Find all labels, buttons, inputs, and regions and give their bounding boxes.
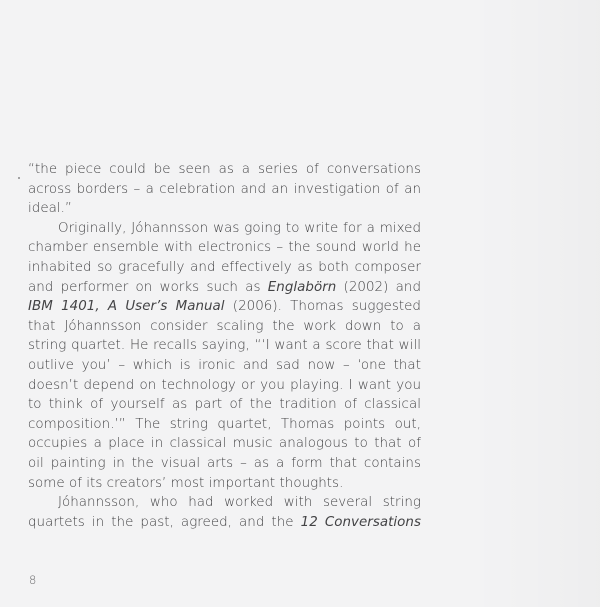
text-run: (2006). Thomas suggested that Jóhannsson consider scaling the work down to a string quartet. He recalls saying, “‘I want a score that will outlive you’ – which is ironic and sad now – ‘one that doesn’t depend on technology or you playing. I want you to think of yourself as part of the tradition of classical composition.’” The string quartet, Thomas points out, occupies a place in classical music analogous to that of oil painting in the visual arts – as a form that contains some of its creators’ most important thoughts. <box>28 299 421 491</box>
body-text <box>28 160 421 532</box>
text-run: (2002) and <box>336 279 421 295</box>
title-englaborn: Englabörn <box>267 279 337 295</box>
text-run: Jóhannsson, who had worked with several string quartets in the past, agreed, and the <box>28 495 421 530</box>
paragraph-quote-continuation <box>28 160 421 219</box>
text-run: “the piece could be seen as a series of conversations across borders – a celebration and an investigation of an ideal.” <box>28 162 421 217</box>
title-ibm-1401: IBM 1401, A User’s Manual <box>28 299 225 315</box>
page-gutter-shadow <box>470 0 600 607</box>
paragraph-originally <box>28 219 421 493</box>
title-12-conversations: 12 Conversations <box>300 514 421 530</box>
paragraph-johannsson-agreed <box>28 493 421 532</box>
page-number: 8 <box>29 573 37 587</box>
paper-speck <box>18 177 20 179</box>
text-run: Originally, Jóhannsson was going to write for a mixed chamber ensemble with electronics – the sound world he inhabited so gracefully and effectively as both composer and performer on works such as <box>28 220 421 295</box>
